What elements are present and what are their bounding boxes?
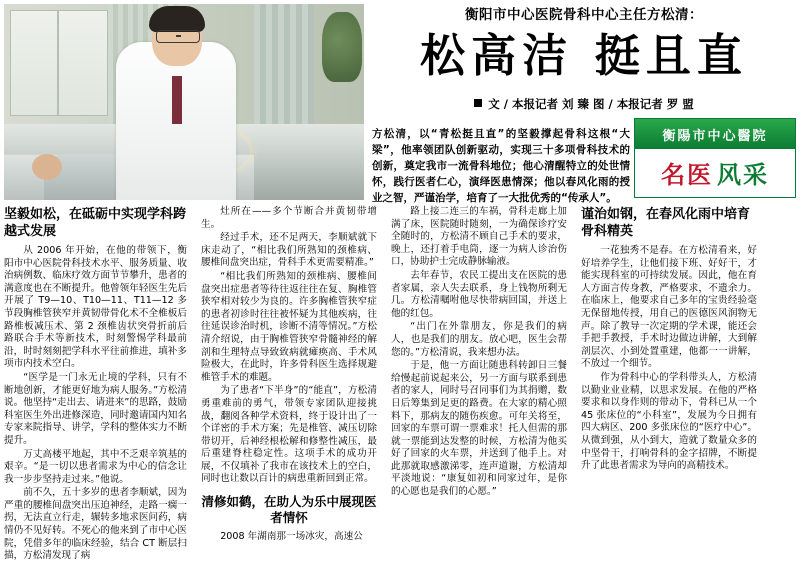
paragraph: 经过手术，还不足两天，李顺斌就下床走动了，“相比我们所熟知的颈椎病、腰椎间盘突出症，骨科手术更需要精准。” <box>201 232 377 269</box>
hospital-logo <box>634 118 796 198</box>
section-subheading: 清修如鹤，在助人为乐中展现医者情怀 <box>201 494 377 526</box>
glasses-icon <box>156 30 200 43</box>
paragraph: 一花独秀不是春。在方松清看来，好好培养学生，让他们接下班、好好干，才能实现科室的可持续发展。因此，他在育人方面言传身教，严格要求，不遗余力。在临床上，他要求自己多年的宝贵经验毫无保留地传授，用自己的医德医风润物无声。除了教导一次定期的学术课，能还会手把手教授，手术时边做边讲解，大到解剖层次、小到处置重建，他都一一讲解，不放过一个细节。 <box>581 245 757 370</box>
photo-doctor-hair <box>149 6 205 32</box>
paragraph: 前不久，五十多岁的患者李顺斌，因为严重的腰椎间盘突出压迫神经，走路一瘸一拐，无法直立行走，辗转多地求医问药，病情仍不见好转。不死心的他来到了市中心医院，凭借多年的临床经验，结合 CT 断层扫描，方松清发现了病 <box>4 487 187 562</box>
logo-slogan-right: 风采 <box>717 159 769 189</box>
page-title: 松高洁 挺且直 <box>420 29 748 82</box>
hospital-logo-name: 衡陽市中心醫院 <box>635 119 795 149</box>
paragraph: “医学是一门永无止境的学科，只有不断地创新，才能更好地为病人服务。”方松清说。他坚持“走出去、请进来”的思路，鼓励科室医生外出进修深造，同时邀请国内知名专家来院指导、讲学，学科的整体实力不断提升。 <box>4 371 187 446</box>
headline-block <box>372 6 796 112</box>
page-header <box>0 0 800 204</box>
article-columns <box>4 206 796 562</box>
paragraph: “出门在外靠朋友，你是我们的病人，也是我们的朋友。放心吧，医生会帮您的。”方松清说，我来想办法。 <box>391 321 567 358</box>
paragraph: 万丈高楼平地起，其中不乏艰辛筑基的艰辛。“是一切以患者需求为中心的信念让我一步步坚持走过来。”他说。 <box>4 448 187 485</box>
paragraph: 为了患者“下半身”的“能直”，方松清勇重难前的勇气，带领专家团队迎接挑战，翻阅各种学术资料，终于设计出了一个详密的手术方案；先是椎管、减压切除带切开，后神经根松解和修整性减压，最后重建脊柱稳定性。这项手术的成功开展，不仅填补了我市在该技术上的空白，同时也让数以百计的病患重新回到正常。 <box>201 385 377 485</box>
photo-patient-head <box>32 154 62 180</box>
lead-and-logo <box>372 126 796 204</box>
photo-doctor-tie <box>172 76 182 124</box>
logo-slogan-left: 名医 <box>661 159 713 189</box>
photo-plant <box>322 12 362 82</box>
article-lead: 方松清，以“青松挺且直”的坚毅撑起骨科这根“大梁”，他率领团队创新驱动，实现三十多项骨科技术的创新，奠定我市一流骨科地位；他心清醒特立的处世情怀，践行医者仁心，演绎医患情深；他以春风化雨的授业之智，严谨治学，培育了一大批优秀的“传承人”。 <box>372 128 630 204</box>
byline <box>372 96 796 112</box>
article-column-2 <box>194 206 384 543</box>
article-column-4 <box>574 206 764 518</box>
paragraph: 作为骨科中心的学科带头人，方松清以勤业业业精，以思求发展。在他的严格要求和以身作则的带动下，骨科已从一个 45 张床位的“小科室”，发展为今日拥有四大病区、200 多张床位的“医疗中心”。从微到强，从小到大，造就了数量众多的中坚骨干，打响骨科的金字招牌，不断提升了此患者需求为导向的高精技术。 <box>581 371 757 472</box>
article-kicker: 衡阳市中心医院骨科中心主任方松清： <box>465 7 703 23</box>
hospital-logo-slogan <box>635 149 795 195</box>
photo-window <box>10 10 108 116</box>
paragraph: 于是，他一方面让随患科转卸日三餐给慢起前说起来公，另一方面与联系到患者的家人，同时号召同事们为其捐赠，数日后筹集到足更的路费。在大家的精心照料下，那病友的随伤疾愈。可年关将至，回家的车票可谓一票难求！托人但需的那就一票能到达发整的时候，方松清为他买好了回家的火车票，并送到了他手上。对此那就取感激涕零，连声道谢，方松清却平淡地说：“康复如初和同家过年，是你的心愿也是我们的心愿。” <box>391 360 567 498</box>
paragraph: 从 2006 年开始，在他的带领下，衡阳市中心医院骨科技术水平、服务质量、收治病例数、临床疗效方面节节攀升，患者的满意度也在不断提升。他曾领年轻医生先后开展了 T9—10、T10—11、T11—12 多节段胸椎管狭窄并黄韧带骨化术不全椎板后路椎板减压术、第 2 颈椎齿状突骨折前后路联合手术等新技术，时刻警惕学科最前沿，时时刻刻把学科水平往前推进，填补多项市内技术空白。 <box>4 245 187 370</box>
bullet-square-icon <box>474 99 482 107</box>
article-photo <box>4 4 364 200</box>
photo-curtain-right <box>254 4 314 124</box>
section-heading: 坚毅如松，在砥砺中实现学科跨越式发展 <box>4 207 187 239</box>
paragraph: 去年春节，农民工提出支在医院的患者家属，亲人失去联系，身上钱物所剩无几。方松清嘱咐他尽快带病回国，并送上他的红包。 <box>391 269 567 319</box>
article-column-1 <box>4 206 194 562</box>
paragraph: 2008 年湖南那一场冰灾，高速公 <box>220 531 363 543</box>
paragraph: 路上接二连三的车祸，骨科走廊上加满了床，医院随时随刻，一为确保诊疗安全随时的，方松清不顾自己手术的要求，晚上，还打着手电筒，逐一为病人诊治伤口，协助护士完成静脉输液。 <box>391 206 567 268</box>
byline-text: 文 / 本报记者 刘 臻 图 / 本报记者 罗 盟 <box>488 97 694 111</box>
article-column-3 <box>384 206 574 518</box>
paragraph: “相比我们所熟知的颈椎病、腰椎间盘突出症患者等待往返往往在复、胸椎管狭窄相对较少为良的。许多胸椎管狭窄症的患者初诊时往往被怀疑为其他疾病，往往延误诊治时机，诊断不清等情况。”方松清介绍说，由于胸椎管狭窄骨髓神经的解剖和生理特点导致致病就瘫痪高、手术风险极大，在此时，许多骨科医生选择规避椎管手术的难题。 <box>201 270 377 383</box>
paragraph: 灶所在——多个节断合并黄韧带增生。 <box>201 206 377 230</box>
section-heading: 谨治如钢，在春风化雨中培育骨科精英 <box>581 207 751 239</box>
